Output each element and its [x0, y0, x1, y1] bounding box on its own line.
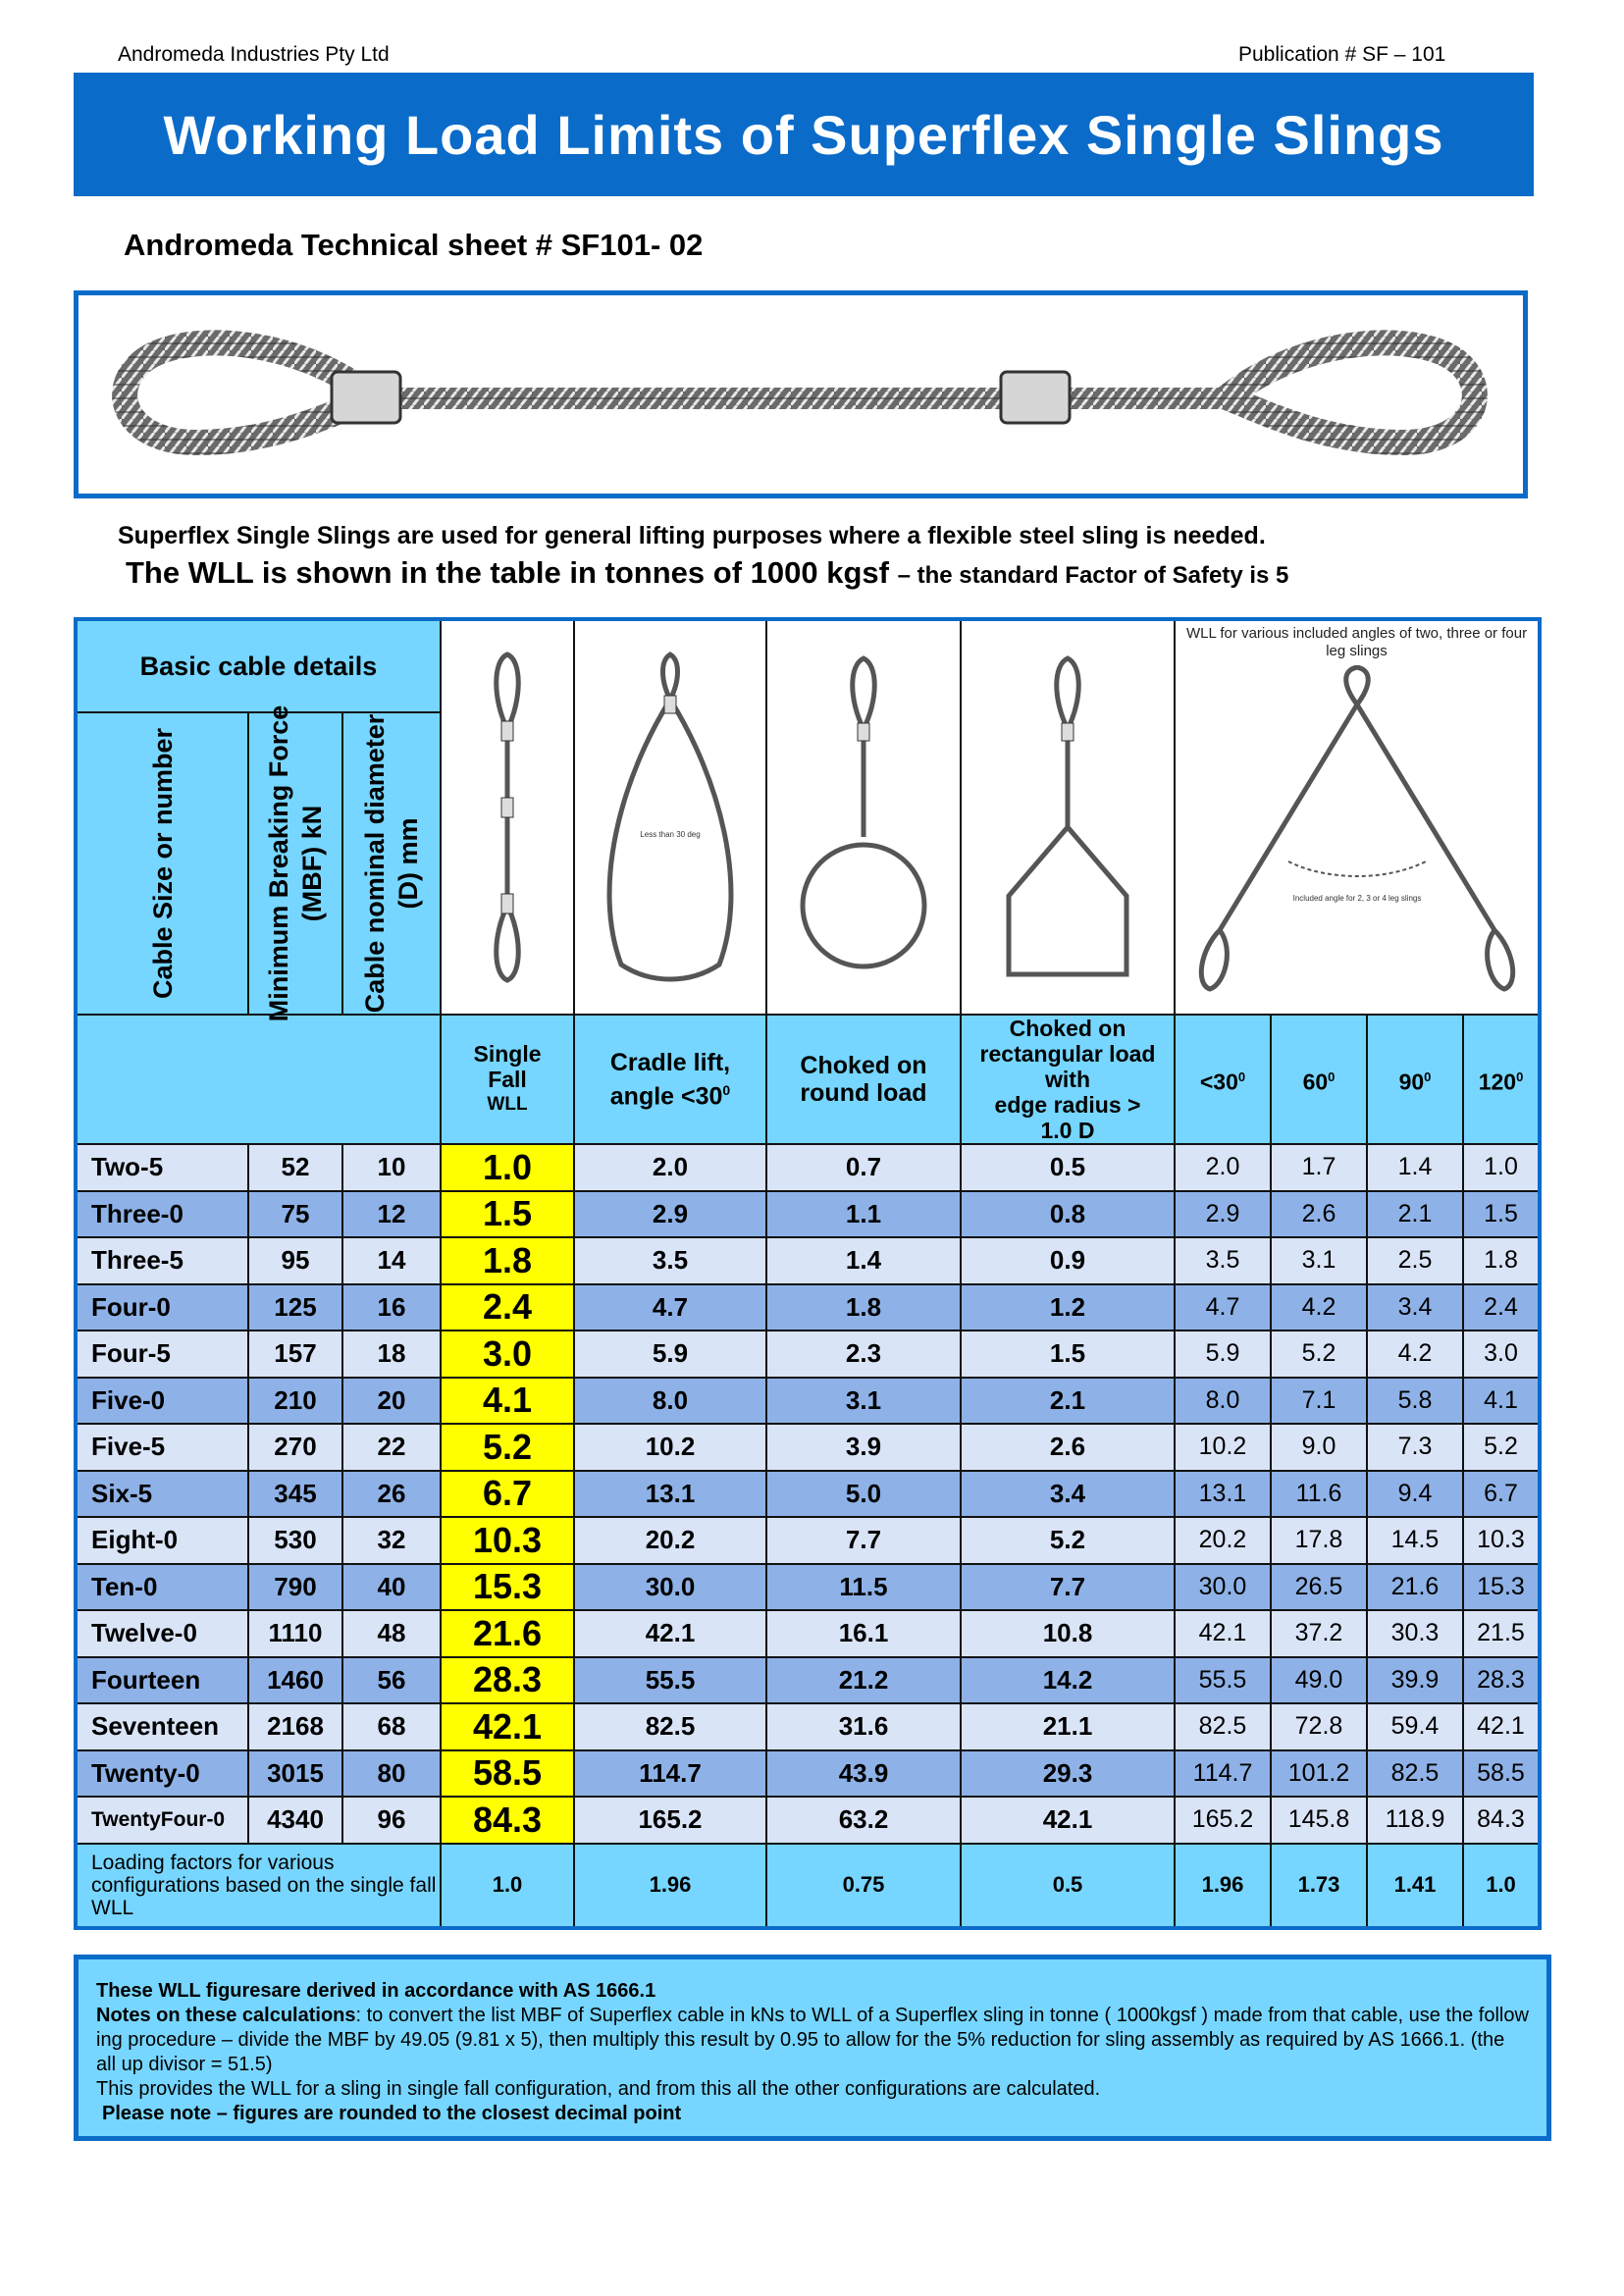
angle-120-cell: 28.3: [1463, 1657, 1540, 1704]
table-row: [76, 1610, 1540, 1657]
angle-90-cell: 30.3: [1367, 1610, 1463, 1657]
single-fall-wll-cell: 1.5: [441, 1191, 574, 1238]
col-header-angle-90: $90^0$: [1367, 1015, 1463, 1144]
angle-30-cell: 4.7: [1175, 1284, 1271, 1331]
table-row: [76, 1657, 1540, 1704]
cable-name-cell: Twenty-0: [76, 1750, 248, 1798]
d-cell: 68: [342, 1703, 441, 1750]
cable-name-cell: Three-5: [76, 1237, 248, 1284]
angle-90-cell: 2.5: [1367, 1237, 1463, 1284]
round-cell: 5.0: [766, 1471, 961, 1518]
loading-factors-label: Loading factors for various configurations based on the single fall WLL: [76, 1844, 441, 1928]
table-row: [76, 1797, 1540, 1844]
col-header-angle-30: $<30^0$: [1175, 1015, 1271, 1144]
col-header-diameter: [342, 712, 441, 1015]
intro-line-1: Superflex Single Slings are used for general lifting purposes where a flexible steel sling is needed.: [118, 522, 1266, 549]
mbf-cell: 95: [248, 1237, 342, 1284]
col-header-mbf: [248, 704, 342, 1022]
table-row: [76, 1424, 1540, 1471]
table-row: [76, 1378, 1540, 1425]
d-cell: 56: [342, 1657, 441, 1704]
mbf-cell: 3015: [248, 1750, 342, 1798]
publication-number: Publication # SF – 101: [1238, 43, 1446, 66]
diameter-label: [358, 714, 425, 1014]
mbf-cell: 1460: [248, 1657, 342, 1704]
angle-60-cell: 72.8: [1271, 1703, 1367, 1750]
cradle-cell: 2.0: [574, 1144, 766, 1191]
angle-30-cell: 165.2: [1175, 1797, 1271, 1844]
cable-name-cell: Twelve-0: [76, 1610, 248, 1657]
single-fall-wll-cell: 84.3: [441, 1797, 574, 1844]
cable-name-cell: Five-5: [76, 1424, 248, 1471]
company-name: Andromeda Industries Pty Ltd: [118, 43, 390, 66]
d-cell: 48: [342, 1610, 441, 1657]
angle-120-cell: 1.5: [1463, 1191, 1540, 1238]
mbf-cell: 2168: [248, 1703, 342, 1750]
rect-cell: 14.2: [961, 1657, 1175, 1704]
angle-note: WLL for various included angles of two, three or four leg slings: [1185, 625, 1528, 659]
angle-90-cell: 39.9: [1367, 1657, 1463, 1704]
single-fall-l3: WLL: [487, 1094, 528, 1115]
round-cell: 3.9: [766, 1424, 961, 1471]
cradle-cell: 13.1: [574, 1471, 766, 1518]
notes-line-4: Please note – figures are rounded to the closest decimal point: [102, 2103, 682, 2124]
table-row: [76, 1237, 1540, 1284]
rect-cell: 5.2: [961, 1517, 1175, 1564]
cradle-cell: 4.7: [574, 1284, 766, 1331]
cable-name-cell: TwentyFour-0: [76, 1797, 248, 1844]
mbf-cell: 75: [248, 1191, 342, 1238]
diameter-label-line1: Cable nominal diameter: [360, 713, 390, 1014]
notes-line-1: These WLL figuresare derived in accordance with AS 1666.1: [96, 1980, 656, 2002]
cradle-cell: 82.5: [574, 1703, 766, 1750]
angle-30-cell: 10.2: [1175, 1424, 1271, 1471]
single-fall-wll-cell: 15.3: [441, 1564, 574, 1611]
round-cell: 1.8: [766, 1284, 961, 1331]
table-row: [76, 1284, 1540, 1331]
angle-60-cell: 3.1: [1271, 1237, 1367, 1284]
header-spacer: [76, 1015, 441, 1144]
angle-120-cell: 84.3: [1463, 1797, 1540, 1844]
angle-120-cell: 5.2: [1463, 1424, 1540, 1471]
cradle-cell: 2.9: [574, 1191, 766, 1238]
angle-120-cell: 1.0: [1463, 1144, 1540, 1191]
d-cell: 18: [342, 1331, 441, 1378]
mbf-cell: 345: [248, 1471, 342, 1518]
mbf-cell: 4340: [248, 1797, 342, 1844]
cable-name-cell: Two-5: [76, 1144, 248, 1191]
rect-cell: 3.4: [961, 1471, 1175, 1518]
choked-round-diagram: [775, 641, 952, 994]
angle-90-cell: 14.5: [1367, 1517, 1463, 1564]
choked-rect-l3: with: [1045, 1067, 1090, 1092]
single-fall-wll-cell: 5.2: [441, 1424, 574, 1471]
angle-60-cell: 5.2: [1271, 1331, 1367, 1378]
angle-90-cell: 3.4: [1367, 1284, 1463, 1331]
cradle-cell: 20.2: [574, 1517, 766, 1564]
angle-30-cell: 8.0: [1175, 1378, 1271, 1425]
mbf-cell: 210: [248, 1378, 342, 1425]
angle-120-cell: 58.5: [1463, 1750, 1540, 1798]
d-cell: 26: [342, 1471, 441, 1518]
cable-name-cell: Seventeen: [76, 1703, 248, 1750]
cradle-cell: 5.9: [574, 1331, 766, 1378]
diagram-single-fall: [441, 619, 574, 1015]
angle-30-cell: 2.9: [1175, 1191, 1271, 1238]
round-cell: 1.1: [766, 1191, 961, 1238]
rect-cell: 2.6: [961, 1424, 1175, 1471]
angle-90-cell: 1.4: [1367, 1144, 1463, 1191]
mbf-cell: 125: [248, 1284, 342, 1331]
angle-90-cell: 21.6: [1367, 1564, 1463, 1611]
angle-60-cell: 1.7: [1271, 1144, 1367, 1191]
mbf-label-line1: Minimum Breaking Force: [264, 704, 293, 1022]
single-fall-wll-cell: 10.3: [441, 1517, 574, 1564]
factor-rect: 0.5: [961, 1844, 1175, 1928]
angle-90-cell: 59.4: [1367, 1703, 1463, 1750]
single-fall-wll-cell: 42.1: [441, 1703, 574, 1750]
d-cell: 96: [342, 1797, 441, 1844]
round-cell: 7.7: [766, 1517, 961, 1564]
col-header-angle-120: $120^0$: [1463, 1015, 1540, 1144]
mbf-cell: 270: [248, 1424, 342, 1471]
factor-angle-90: 1.41: [1367, 1844, 1463, 1928]
table-row: [76, 1191, 1540, 1238]
rect-cell: 1.2: [961, 1284, 1175, 1331]
sling-photo: [74, 290, 1528, 498]
choked-round-l2: round load: [800, 1079, 927, 1107]
d-cell: 80: [342, 1750, 441, 1798]
choked-round-l1: Choked on: [800, 1052, 927, 1079]
factor-angle-30: 1.96: [1175, 1844, 1271, 1928]
cradle-cell: 42.1: [574, 1610, 766, 1657]
cable-name-cell: Ten-0: [76, 1564, 248, 1611]
mbf-label-line2: (MBF) kN: [297, 805, 327, 922]
single-fall-wll-cell: 58.5: [441, 1750, 574, 1798]
angle-60-cell: 7.1: [1271, 1378, 1367, 1425]
table-row: [76, 1564, 1540, 1611]
angle-60-cell: 2.6: [1271, 1191, 1367, 1238]
col-header-choked-rect: [961, 1015, 1175, 1144]
cradle-cell: 30.0: [574, 1564, 766, 1611]
round-cell: 0.7: [766, 1144, 961, 1191]
angle-60-cell: 4.2: [1271, 1284, 1367, 1331]
single-fall-wll-cell: 28.3: [441, 1657, 574, 1704]
round-cell: 11.5: [766, 1564, 961, 1611]
angle-120-cell: 1.8: [1463, 1237, 1540, 1284]
rect-cell: 21.1: [961, 1703, 1175, 1750]
cable-name-cell: Four-0: [76, 1284, 248, 1331]
single-fall-wll-cell: 6.7: [441, 1471, 574, 1518]
angle-60-cell: 26.5: [1271, 1564, 1367, 1611]
angle-90-cell: 7.3: [1367, 1424, 1463, 1471]
choked-rect-l4: edge radius >: [994, 1092, 1141, 1118]
cable-name-cell: Five-0: [76, 1378, 248, 1425]
round-cell: 21.2: [766, 1657, 961, 1704]
mbf-cell: 1110: [248, 1610, 342, 1657]
table-row: [76, 1517, 1540, 1564]
angle-60-cell: 9.0: [1271, 1424, 1367, 1471]
factor-angle-120: 1.0: [1463, 1844, 1540, 1928]
angle-90-cell: 9.4: [1367, 1471, 1463, 1518]
table-row: [76, 1331, 1540, 1378]
rect-cell: 1.5: [961, 1331, 1175, 1378]
round-cell: 3.1: [766, 1378, 961, 1425]
cradle-cell: 10.2: [574, 1424, 766, 1471]
mbf-label: [262, 705, 329, 1022]
col-header-angle-60: $60^0$: [1271, 1015, 1367, 1144]
included-angle-label: Included angle for 2, 3 or 4 leg slings: [1292, 894, 1421, 903]
diagram-cradle-lift: [574, 619, 766, 1015]
cradle-cell: 114.7: [574, 1750, 766, 1798]
angle-30-cell: 20.2: [1175, 1517, 1271, 1564]
angle-90-cell: 118.9: [1367, 1797, 1463, 1844]
factor-round: 0.75: [766, 1844, 961, 1928]
angle-120-cell: 10.3: [1463, 1517, 1540, 1564]
notes-line-3: This provides the WLL for a sling in single fall configuration, and from this all the other configurations are calculated.: [96, 2078, 1101, 2100]
cable-name-cell: Three-0: [76, 1191, 248, 1238]
page-title: Working Load Limits of Superflex Single Slings: [74, 73, 1534, 196]
single-fall-sling-diagram: [468, 641, 547, 994]
mbf-cell: 790: [248, 1564, 342, 1611]
choked-rect-l1: Choked on: [1009, 1016, 1126, 1041]
choked-rect-l5: 1.0 D: [1040, 1118, 1095, 1143]
angle-60-cell: 37.2: [1271, 1610, 1367, 1657]
cable-name-cell: Four-5: [76, 1331, 248, 1378]
cradle-cell: 3.5: [574, 1237, 766, 1284]
round-cell: 31.6: [766, 1703, 961, 1750]
single-fall-wll-cell: 1.0: [441, 1144, 574, 1191]
mbf-cell: 530: [248, 1517, 342, 1564]
angle-60-cell: 49.0: [1271, 1657, 1367, 1704]
single-fall-wll-cell: 3.0: [441, 1331, 574, 1378]
angle-120-cell: 2.4: [1463, 1284, 1540, 1331]
notes-line-2: Notes on these calculations: to convert the list MBF of Superflex cable in kNs to WLL of a Superflex sling in tonne ( 1000kgsf ) made from that cable, use the follow ing procedure – divide the MBF by 49.05 (9.81 x 5), then multiply this result by 0.95 to allow for the 5% reduction for sling assembly as required by AS 1666.1. (the all up divisor = 51.5): [96, 2005, 1529, 2075]
basic-cable-details-header: Basic cable details: [76, 619, 441, 712]
rect-cell: 42.1: [961, 1797, 1175, 1844]
factor-cradle: 1.96: [574, 1844, 766, 1928]
angle-30-cell: 42.1: [1175, 1610, 1271, 1657]
col-header-cradle-lift: [574, 1015, 766, 1144]
angle-90-cell: 2.1: [1367, 1191, 1463, 1238]
cradle-l1: Cradle lift,: [609, 1048, 731, 1076]
single-fall-wll-cell: 4.1: [441, 1378, 574, 1425]
technical-sheet-number: Andromeda Technical sheet # SF101- 02: [124, 228, 704, 262]
col-header-cable-size: [76, 712, 248, 1015]
cradle-cell: 165.2: [574, 1797, 766, 1844]
multi-leg-sling-diagram: [1180, 665, 1534, 999]
table-row: [76, 1144, 1540, 1191]
angle-90-cell: 4.2: [1367, 1331, 1463, 1378]
intro-safety-factor: – the standard Factor of Safety is 5: [897, 562, 1289, 589]
wll-table-body: [76, 1144, 1540, 1844]
angle-30-cell: 82.5: [1175, 1703, 1271, 1750]
mbf-cell: 52: [248, 1144, 342, 1191]
cradle-cell: 55.5: [574, 1657, 766, 1704]
round-cell: 16.1: [766, 1610, 961, 1657]
col-header-single-fall: [441, 1015, 574, 1144]
rect-cell: 0.5: [961, 1144, 1175, 1191]
angle-30-cell: 2.0: [1175, 1144, 1271, 1191]
cradle-angle-label: Less than 30 deg: [640, 830, 701, 839]
round-cell: 43.9: [766, 1750, 961, 1798]
factor-single: 1.0: [441, 1844, 574, 1928]
rect-cell: 0.9: [961, 1237, 1175, 1284]
sling-illustration: [79, 295, 1523, 494]
rect-cell: 7.7: [961, 1564, 1175, 1611]
mbf-cell: 157: [248, 1331, 342, 1378]
d-cell: 12: [342, 1191, 441, 1238]
angle-60-cell: 145.8: [1271, 1797, 1367, 1844]
angle-60-cell: 11.6: [1271, 1471, 1367, 1518]
angle-120-cell: 3.0: [1463, 1331, 1540, 1378]
angle-60-cell: 101.2: [1271, 1750, 1367, 1798]
table-row: [76, 1471, 1540, 1518]
single-fall-wll-cell: 1.8: [441, 1237, 574, 1284]
d-cell: 22: [342, 1424, 441, 1471]
d-cell: 16: [342, 1284, 441, 1331]
d-cell: 40: [342, 1564, 441, 1611]
rect-cell: 29.3: [961, 1750, 1175, 1798]
single-fall-l1: Single: [473, 1041, 542, 1067]
d-cell: 10: [342, 1144, 441, 1191]
cable-size-label: Cable Size or number: [147, 727, 178, 1000]
angle-30-cell: 5.9: [1175, 1331, 1271, 1378]
cradle-l2: angle $<30^0$: [609, 1081, 731, 1111]
angle-120-cell: 15.3: [1463, 1564, 1540, 1611]
angle-30-cell: 114.7: [1175, 1750, 1271, 1798]
angle-30-cell: 3.5: [1175, 1237, 1271, 1284]
d-cell: 20: [342, 1378, 441, 1425]
table-row: [76, 1703, 1540, 1750]
angle-30-cell: 13.1: [1175, 1471, 1271, 1518]
rect-cell: 10.8: [961, 1610, 1175, 1657]
angle-120-cell: 4.1: [1463, 1378, 1540, 1425]
round-cell: 63.2: [766, 1797, 961, 1844]
angle-120-cell: 42.1: [1463, 1703, 1540, 1750]
angle-30-cell: 55.5: [1175, 1657, 1271, 1704]
diameter-label-line2: (D) mm: [393, 817, 423, 910]
factor-angle-60: 1.73: [1271, 1844, 1367, 1928]
wll-table: [74, 617, 1542, 1930]
angle-90-cell: 82.5: [1367, 1750, 1463, 1798]
table-row: [76, 1750, 1540, 1798]
angle-120-cell: 21.5: [1463, 1610, 1540, 1657]
single-fall-wll-cell: 21.6: [441, 1610, 574, 1657]
angle-90-cell: 5.8: [1367, 1378, 1463, 1425]
diagram-choked-round: [766, 619, 961, 1015]
col-header-choked-round: [766, 1015, 961, 1144]
angle-30-cell: 30.0: [1175, 1564, 1271, 1611]
cable-name-cell: Eight-0: [76, 1517, 248, 1564]
calculation-notes: [74, 1955, 1551, 2141]
angle-120-cell: 6.7: [1463, 1471, 1540, 1518]
choked-rect-l2: rectangular load: [979, 1041, 1156, 1067]
cradle-cell: 8.0: [574, 1378, 766, 1425]
choked-rectangular-diagram: [969, 641, 1166, 994]
angle-60-cell: 17.8: [1271, 1517, 1367, 1564]
intro-wll-statement: The WLL is shown in the table in tonnes of 1000 kgsf: [126, 555, 889, 590]
cable-name-cell: Fourteen: [76, 1657, 248, 1704]
intro-line-2: [126, 555, 1288, 591]
d-cell: 14: [342, 1237, 441, 1284]
d-cell: 32: [342, 1517, 441, 1564]
round-cell: 2.3: [766, 1331, 961, 1378]
rect-cell: 2.1: [961, 1378, 1175, 1425]
rect-cell: 0.8: [961, 1191, 1175, 1238]
round-cell: 1.4: [766, 1237, 961, 1284]
single-fall-l2: Fall: [488, 1067, 527, 1092]
diagram-choked-rectangular: [961, 619, 1175, 1015]
cradle-lift-diagram: [582, 641, 759, 994]
diagram-multi-leg-angle: [1175, 619, 1540, 1015]
single-fall-wll-cell: 2.4: [441, 1284, 574, 1331]
cable-name-cell: Six-5: [76, 1471, 248, 1518]
